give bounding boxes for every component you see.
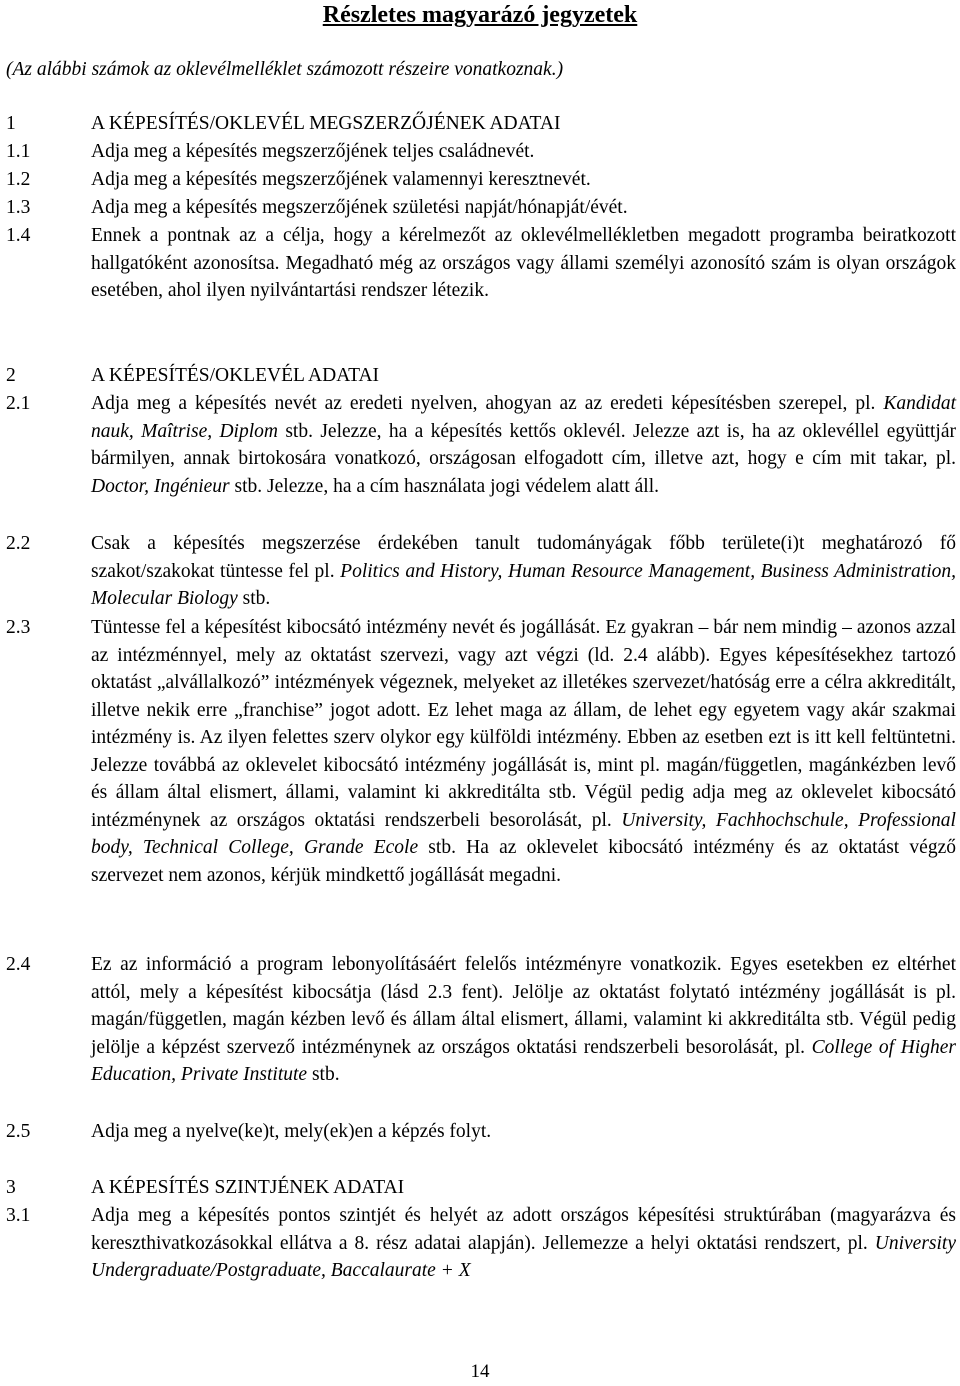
item-1-3: 1.3 Adja meg a képesítés megszerzőjének születési napját/hónapját/évét.	[6, 197, 628, 218]
item-2-1: 2.1 Adja meg a képesítés nevét az eredeti nyelven, ahogyan az az eredeti képesítésben szerepel, pl. Kandidat nauk, Maîtrise, Diplom stb. Jelezze, ha a képesítés kettős oklevél. Jelezze azt is, ha az oklevéllel együttjár bármilyen, annak birtokosára vonatkozó, országosan elfogadott cím, illetve azt, hogy e cím mit takar, pl. Doctor, Ingénieur stb. Jelezze, ha a cím használata jogi védelem alatt áll.	[6, 393, 957, 497]
section-2-heading: 2 A KÉPESÍTÉS/OKLEVÉL ADATAI	[6, 365, 380, 386]
item-1-4: 1.4 Ennek a pontnak az a célja, hogy a kérelmezőt az oklevélmellékletben megadott programba beiratkozott hallgatóként azonosítsa. Megadható még az országos vagy állami személyi azonosító szám is olyan országok esetében, ahol ilyen nyilvántartási rendszer létezik.	[6, 225, 956, 301]
item-2-3: 2.3 Tüntesse fel a képesítést kibocsátó intézmény nevét és jogállását. Ez gyakran – bár nem mindig – azonos azzal az intézménnyel, mely az oktatást szervezi, vagy azt végzi (ld. 2.4 alább). Egyes képesítésekhez tartozó oktatást „alvállalkozó” intézmények végeznek, melyeket az illetékes szervezet/hatóság erre a célra akkreditált, illetve nekik erre „franchise” jogot adott. Ez lehet maga az állam, de lehet egy egyetem vagy akár szakmai intézmény is. Az ilyen felettes szerv olykor egy külföldi intézmény. Ebben az esetben ezt is itt kell feltüntetni. Jelezze továbbá az oklevelet kibocsátó intézmény jogállását is, mint pl. magán/független, magánkézben levő és állam által elismert, állami, valamint ki akkreditálta stb. Végül pedig adja meg az oklevelet kibocsátó intézménynek az országos oktatási rendszerbeli besorolását, pl. University, Fachhochschule, Professional body, Technical College, Grande Ecole stb. Ha az oklevelet kibocsátó intézmény és az oktatást végző szervezet nem azonos, kérjük mindkettő jogállását megadni.	[6, 617, 956, 886]
page-number: 14	[470, 1361, 490, 1382]
page-title: Részletes magyarázó jegyzetek	[322, 2, 638, 28]
item-2-5: 2.5 Adja meg a nyelve(ke)t, mely(ek)en a képzés folyt.	[6, 1121, 492, 1142]
section-1-heading: 1 A KÉPESÍTÉS/OKLEVÉL MEGSZERZŐJÉNEK ADATAI	[6, 113, 561, 134]
item-2-2: 2.2 Csak a képesítés megszerzése érdekében tanult tudományágak főbb területe(i)t meghatározó fő szakot/szakokat tüntesse fel pl. Politics and History, Human Resource Management, Business Administration, Molecular Biology stb.	[6, 533, 956, 609]
item-1-1: 1.1 Adja meg a képesítés megszerzőjének teljes családnevét.	[6, 141, 535, 162]
section-3-heading: 3 A KÉPESÍTÉS SZINTJÉNEK ADATAI	[6, 1177, 405, 1198]
item-2-4: 2.4 Ez az információ a program lebonyolításáért felelős intézményre vonatkozik. Egyes esetekben ez eltérhet attól, mely a képesítést kibocsátja (lásd 2.3 fent). Jelölje az oktatást folytató intézmény jogállását is pl. magán/független, magán kézben levő és állam által elismert, állami, valamint ki akkreditálta stb. Végül pedig jelölje a képzést szervező intézménynek az országos oktatási rendszerbeli besorolását, pl. College of Higher Education, Private Institute stb.	[6, 954, 956, 1085]
item-3-1: 3.1 Adja meg a képesítés pontos szintjét és helyét az adott országos képesítési struktúrában (magyarázva és kereszthivatkozásokkal ellátva a 8. rész adatai alapján). Jellemezze a helyi oktatási rendszert, pl. University Undergraduate/Postgraduate, Baccalaurate + X	[6, 1205, 956, 1281]
item-1-2: 1.2 Adja meg a képesítés megszerzőjének valamennyi keresztnevét.	[6, 169, 591, 190]
page-subtitle: (Az alábbi számok az oklevélmelléklet számozott részeire vonatkoznak.)	[6, 59, 564, 80]
